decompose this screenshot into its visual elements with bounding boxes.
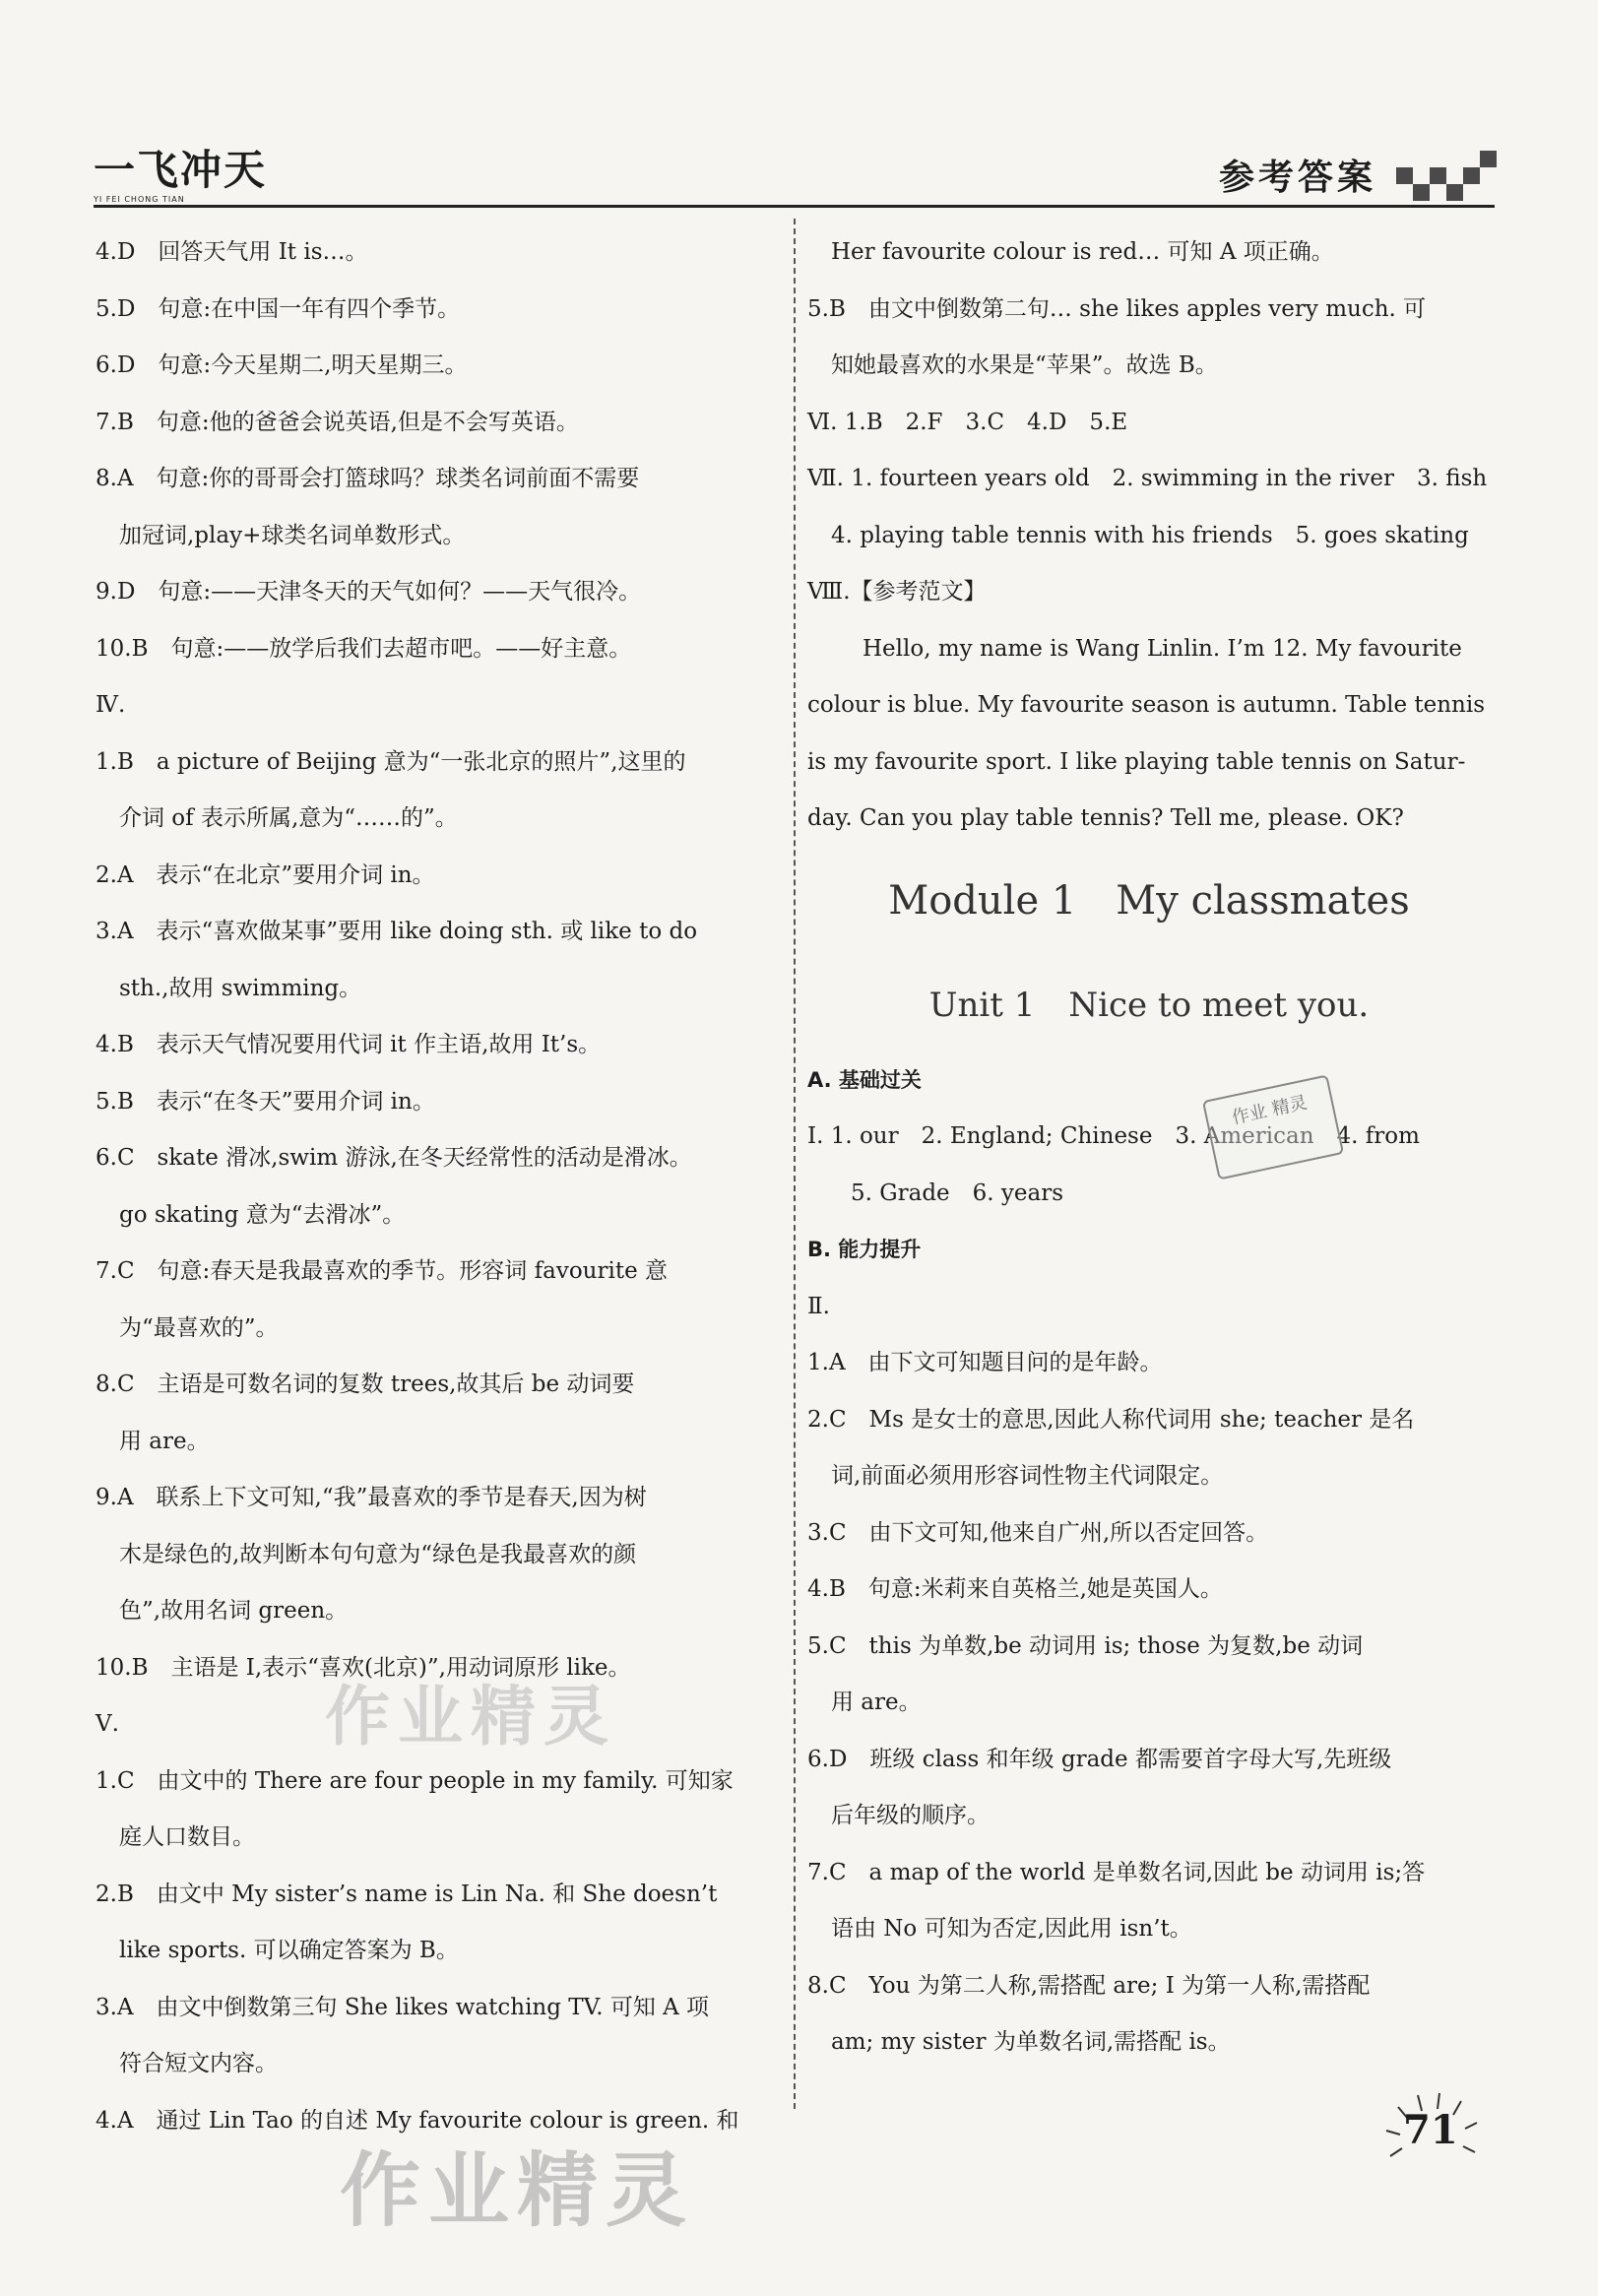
answer-line: Ⅶ. 1. fourteen years old 2. swimming in the river 3. fish	[807, 466, 1488, 491]
watermark: 作业精灵	[340, 2144, 695, 2238]
right-column	[807, 224, 1491, 2072]
unit-title: Unit 1 Nice to meet you.	[928, 985, 1370, 1025]
answer-line: 后年级的顺序。	[831, 1803, 990, 1828]
answer-line: 5.B 由文中倒数第二句… she likes apples very much. 可	[807, 295, 1427, 322]
answer-line: 介词 of 表示所属,意为“……的”。	[119, 805, 458, 831]
answer-line: 词,前面必须用形容词性物主代词限定。	[831, 1463, 1224, 1489]
answer-line: 3.A 由文中倒数第三句 She likes watching TV. 可知 A 项	[96, 1994, 710, 2020]
answer-line: 知她最喜欢的水果是“苹果”。故选 B。	[831, 352, 1218, 378]
answer-line: 2.B 由文中 My sister’s name is Lin Na. 和 She doesn’t	[96, 1881, 718, 1907]
answer-line: sth.,故用 swimming。	[119, 975, 362, 1001]
answer-line: 4.D 回答天气用 It is…。	[96, 239, 368, 265]
answer-line: 4. playing table tennis with his friends 5. goes skating	[831, 522, 1469, 548]
section-heading: Ⅱ.	[807, 1293, 830, 1319]
answer-line: 符合短文内容。	[119, 2051, 278, 2076]
watermark: 作业精灵	[325, 1679, 616, 1754]
left-column	[96, 224, 785, 2149]
answer-line: 5.B 表示“在冬天”要用介词 in。	[96, 1088, 435, 1115]
answer-line: 10.B 句意:——放学后我们去超市吧。——好主意。	[96, 635, 632, 662]
answer-line: like sports. 可以确定答案为 B。	[119, 1938, 459, 1963]
answer-line: 1.C 由文中的 There are four people in my family. 可知家	[96, 1767, 734, 1794]
answer-line: 6.D 句意:今天星期二,明天星期三。	[96, 352, 468, 378]
page-number: 71	[1403, 2107, 1458, 2153]
answer-line: Ⅰ. 1. our 2. England; Chinese 3. American 4. from	[807, 1123, 1420, 1149]
section-b-label: B. 能力提升	[807, 1238, 922, 1261]
essay-line: is my favourite sport. I like playing table tennis on Satur-	[807, 748, 1466, 775]
answer-line: 5.C this 为单数,be 动词用 is; those 为复数,be 动词	[807, 1632, 1364, 1659]
answer-line: 4.A 通过 Lin Tao 的自述 My favourite colour is green. 和	[96, 2107, 739, 2134]
stamp-logo: 作业 精灵	[1202, 1074, 1344, 1180]
answer-line: 5. Grade 6. years	[851, 1180, 1064, 1206]
answer-line: 8.C 主语是可数名词的复数 trees,故其后 be 动词要	[96, 1371, 635, 1397]
page-title: 参考答案	[1219, 157, 1377, 198]
answer-line: Ⅵ. 1.B 2.F 3.C 4.D 5.E	[807, 409, 1128, 435]
essay-line: day. Can you play table tennis? Tell me, please. OK?	[807, 805, 1404, 831]
answer-line: 2.A 表示“在北京”要用介词 in。	[96, 861, 435, 888]
answer-line: 4.B 表示天气情况要用代词 it 作主语,故用 It’s。	[96, 1032, 602, 1057]
answer-line: 1.A 由下文可知题目问的是年龄。	[807, 1350, 1163, 1375]
answer-line: 7.B 句意:他的爸爸会说英语,但是不会写英语。	[96, 409, 579, 435]
answer-line: 5.D 句意:在中国一年有四个季节。	[96, 295, 461, 322]
answer-line: 用 are。	[119, 1428, 210, 1454]
answer-line: 3.C 由下文可知,他来自广州,所以否定回答。	[807, 1519, 1269, 1546]
answer-line: 2.C Ms 是女士的意思,因此人称代词用 she; teacher 是名	[807, 1406, 1415, 1433]
checker-decoration	[1396, 148, 1495, 203]
answer-line: 9.A 联系上下文可知,“我”最喜欢的季节是春天,因为树	[96, 1485, 647, 1510]
answer-line: 7.C a map of the world 是单数名词,因此 be 动词用 is;答	[807, 1859, 1426, 1885]
answer-line: 3.A 表示“喜欢做某事”要用 like doing sth. 或 like to do	[96, 919, 698, 944]
essay-line: Hello, my name is Wang Linlin. I’m 12. My favourite	[863, 635, 1462, 662]
header-divider	[94, 205, 1495, 208]
answer-line: 8.C You 为第二人称,需搭配 are; I 为第一人称,需搭配	[807, 1972, 1371, 1999]
answer-line: 6.C skate 滑冰,swim 游泳,在冬天经常性的活动是滑冰。	[96, 1145, 692, 1171]
answer-line: 庭人口数目。	[119, 1824, 255, 1850]
answer-line: am; my sister 为单数名词,需搭配 is。	[831, 2029, 1231, 2055]
answer-line: go skating 意为“去滑冰”。	[119, 1201, 406, 1228]
answer-line: Her favourite colour is red… 可知 A 项正确。	[831, 239, 1334, 265]
logo-text: 一飞冲天	[94, 146, 268, 194]
section-heading: Ⅳ.	[96, 692, 126, 718]
answer-line: 7.C 句意:春天是我最喜欢的季节。形容词 favourite 意	[96, 1258, 668, 1284]
answer-line: 8.A 句意:你的哥哥会打篮球吗？球类名词前面不需要	[96, 466, 640, 491]
answer-line: 加冠词,play+球类名词单数形式。	[119, 522, 466, 548]
answer-line: 用 are。	[831, 1690, 922, 1715]
column-divider	[794, 219, 796, 2109]
answer-line: 4.B 句意:米莉来自英格兰,她是英国人。	[807, 1576, 1223, 1602]
brand-logo	[94, 138, 267, 204]
answer-line: 为“最喜欢的”。	[119, 1314, 279, 1341]
answer-line: 6.D 班级 class 和年级 grade 都需要首字母大写,先班级	[807, 1746, 1392, 1772]
answer-line: 1.B a picture of Beijing 意为“一张北京的照片”,这里的	[96, 748, 686, 775]
section-heading: Ⅷ.【参考范文】	[807, 579, 987, 605]
module-title: Module 1 My classmates	[888, 877, 1410, 924]
answer-line: 10.B 主语是 I,表示“喜欢(北京)”,用动词原形 like。	[96, 1654, 631, 1681]
answer-line: 语由 No 可知为否定,因此用 isn’t。	[831, 1916, 1192, 1942]
logo-subtext: YI FEI CHONG TIAN	[94, 195, 185, 204]
section-a-label: A. 基础过关	[807, 1067, 922, 1092]
section-heading: Ⅴ.	[96, 1711, 119, 1737]
answer-line: 9.D 句意:——天津冬天的天气如何？——天气很冷。	[96, 579, 642, 605]
answer-line: 木是绿色的,故判断本句句意为“绿色是我最喜欢的颜	[119, 1541, 637, 1567]
answer-line: 色”,故用名词 green。	[119, 1598, 349, 1624]
essay-line: colour is blue. My favourite season is autumn. Table tennis	[807, 692, 1486, 718]
